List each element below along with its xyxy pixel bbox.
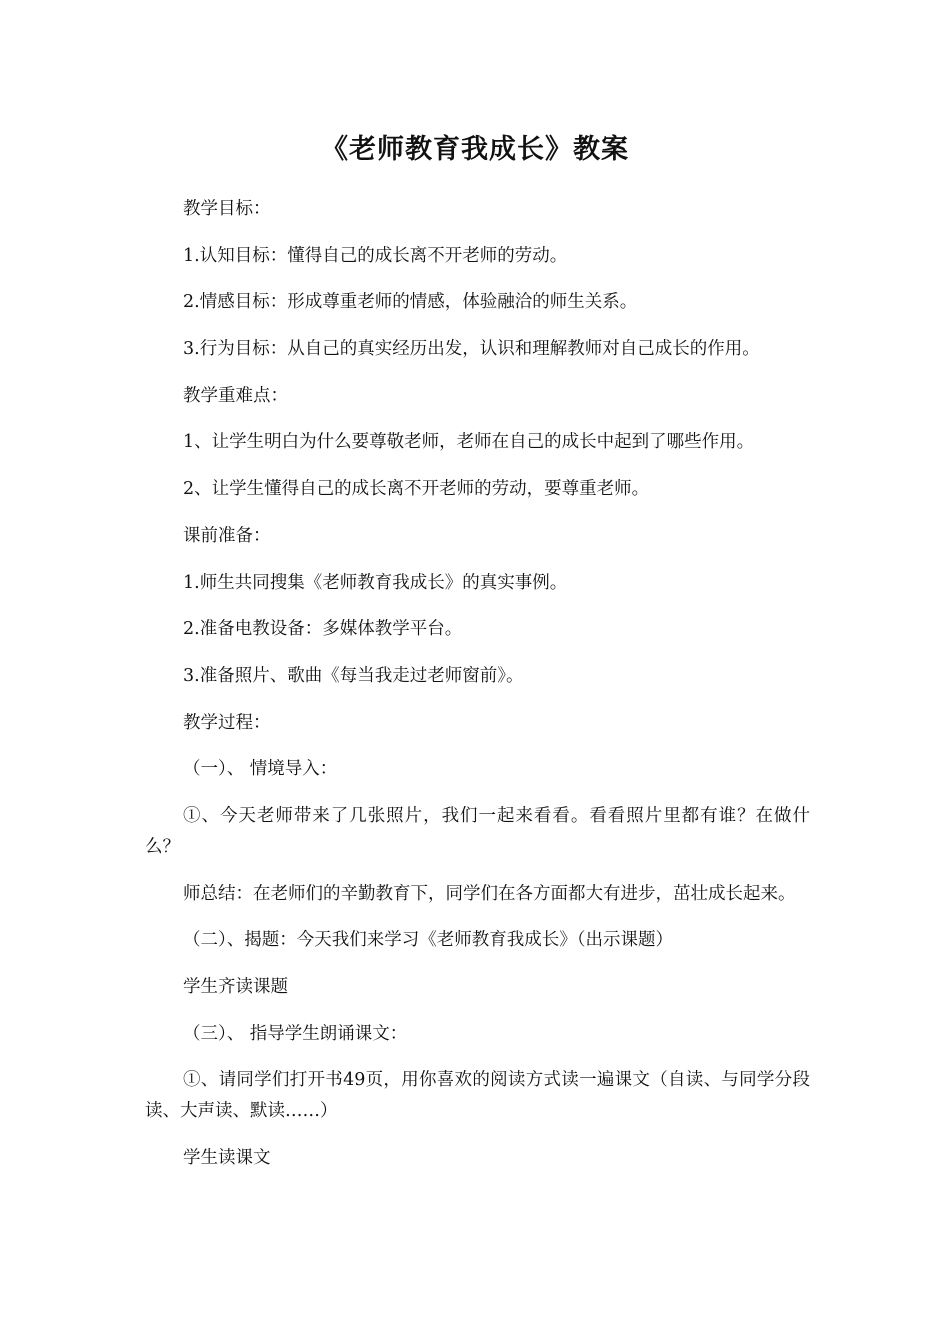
section-heading-key-points: 教学重难点： [183,385,288,406]
process-step-2: （二）、揭题：今天我们来学习《老师教育我成长》（出示课题） [183,930,673,951]
document-title: 《老师教育我成长》教案 [321,134,629,165]
process-step-1-text: ①、今天老师带来了几张照片，我们一起来看看。看看照片里都有谁？在做什么？ [145,805,810,857]
process-step-3-heading: （三）、 指导学生朗诵课文： [183,1023,408,1044]
students-read-text: 学生读课文 [183,1148,271,1169]
process-step-1-heading: （一）、 情境导入： [183,759,338,780]
key-point-1: 1、让学生明白为什么要尊敬老师，老师在自己的成长中起到了哪些作用。 [183,432,755,453]
section-heading-objectives: 教学目标： [183,199,271,219]
objective-emotional: 2.情感目标：形成尊重老师的情感，体验融洽的师生关系。 [183,292,638,313]
objective-behavioral: 3.行为目标：从自己的真实经历出发，认识和理解教师对自己成长的作用。 [183,339,760,360]
preparation-item-3: 3.准备照片、歌曲《每当我走过老师窗前》。 [183,665,524,686]
document-body [145,194,810,1190]
students-read-title: 学生齐读课题 [183,977,288,997]
key-point-2: 2、让学生懂得自己的成长离不开老师的劳动，要尊重老师。 [183,479,650,500]
preparation-item-1: 1.师生共同搜集《老师教育我成长》的真实事例。 [183,572,568,593]
preparation-item-2: 2.准备电教设备：多媒体教学平台。 [183,619,463,640]
section-heading-preparation: 课前准备： [183,525,271,546]
section-heading-process: 教学过程： [183,712,271,733]
process-step-3-text: ①、请同学们打开书49页，用你喜欢的阅读方式读一遍课文（自读、与同学分段读、大声读、默读……） [145,1070,810,1122]
objective-cognitive: 1.认知目标：懂得自己的成长离不开老师的劳动。 [183,245,568,266]
teacher-summary: 师总结：在老师们的辛勤教育下，同学们在各方面都大有进步，茁壮成长起来。 [183,883,796,904]
